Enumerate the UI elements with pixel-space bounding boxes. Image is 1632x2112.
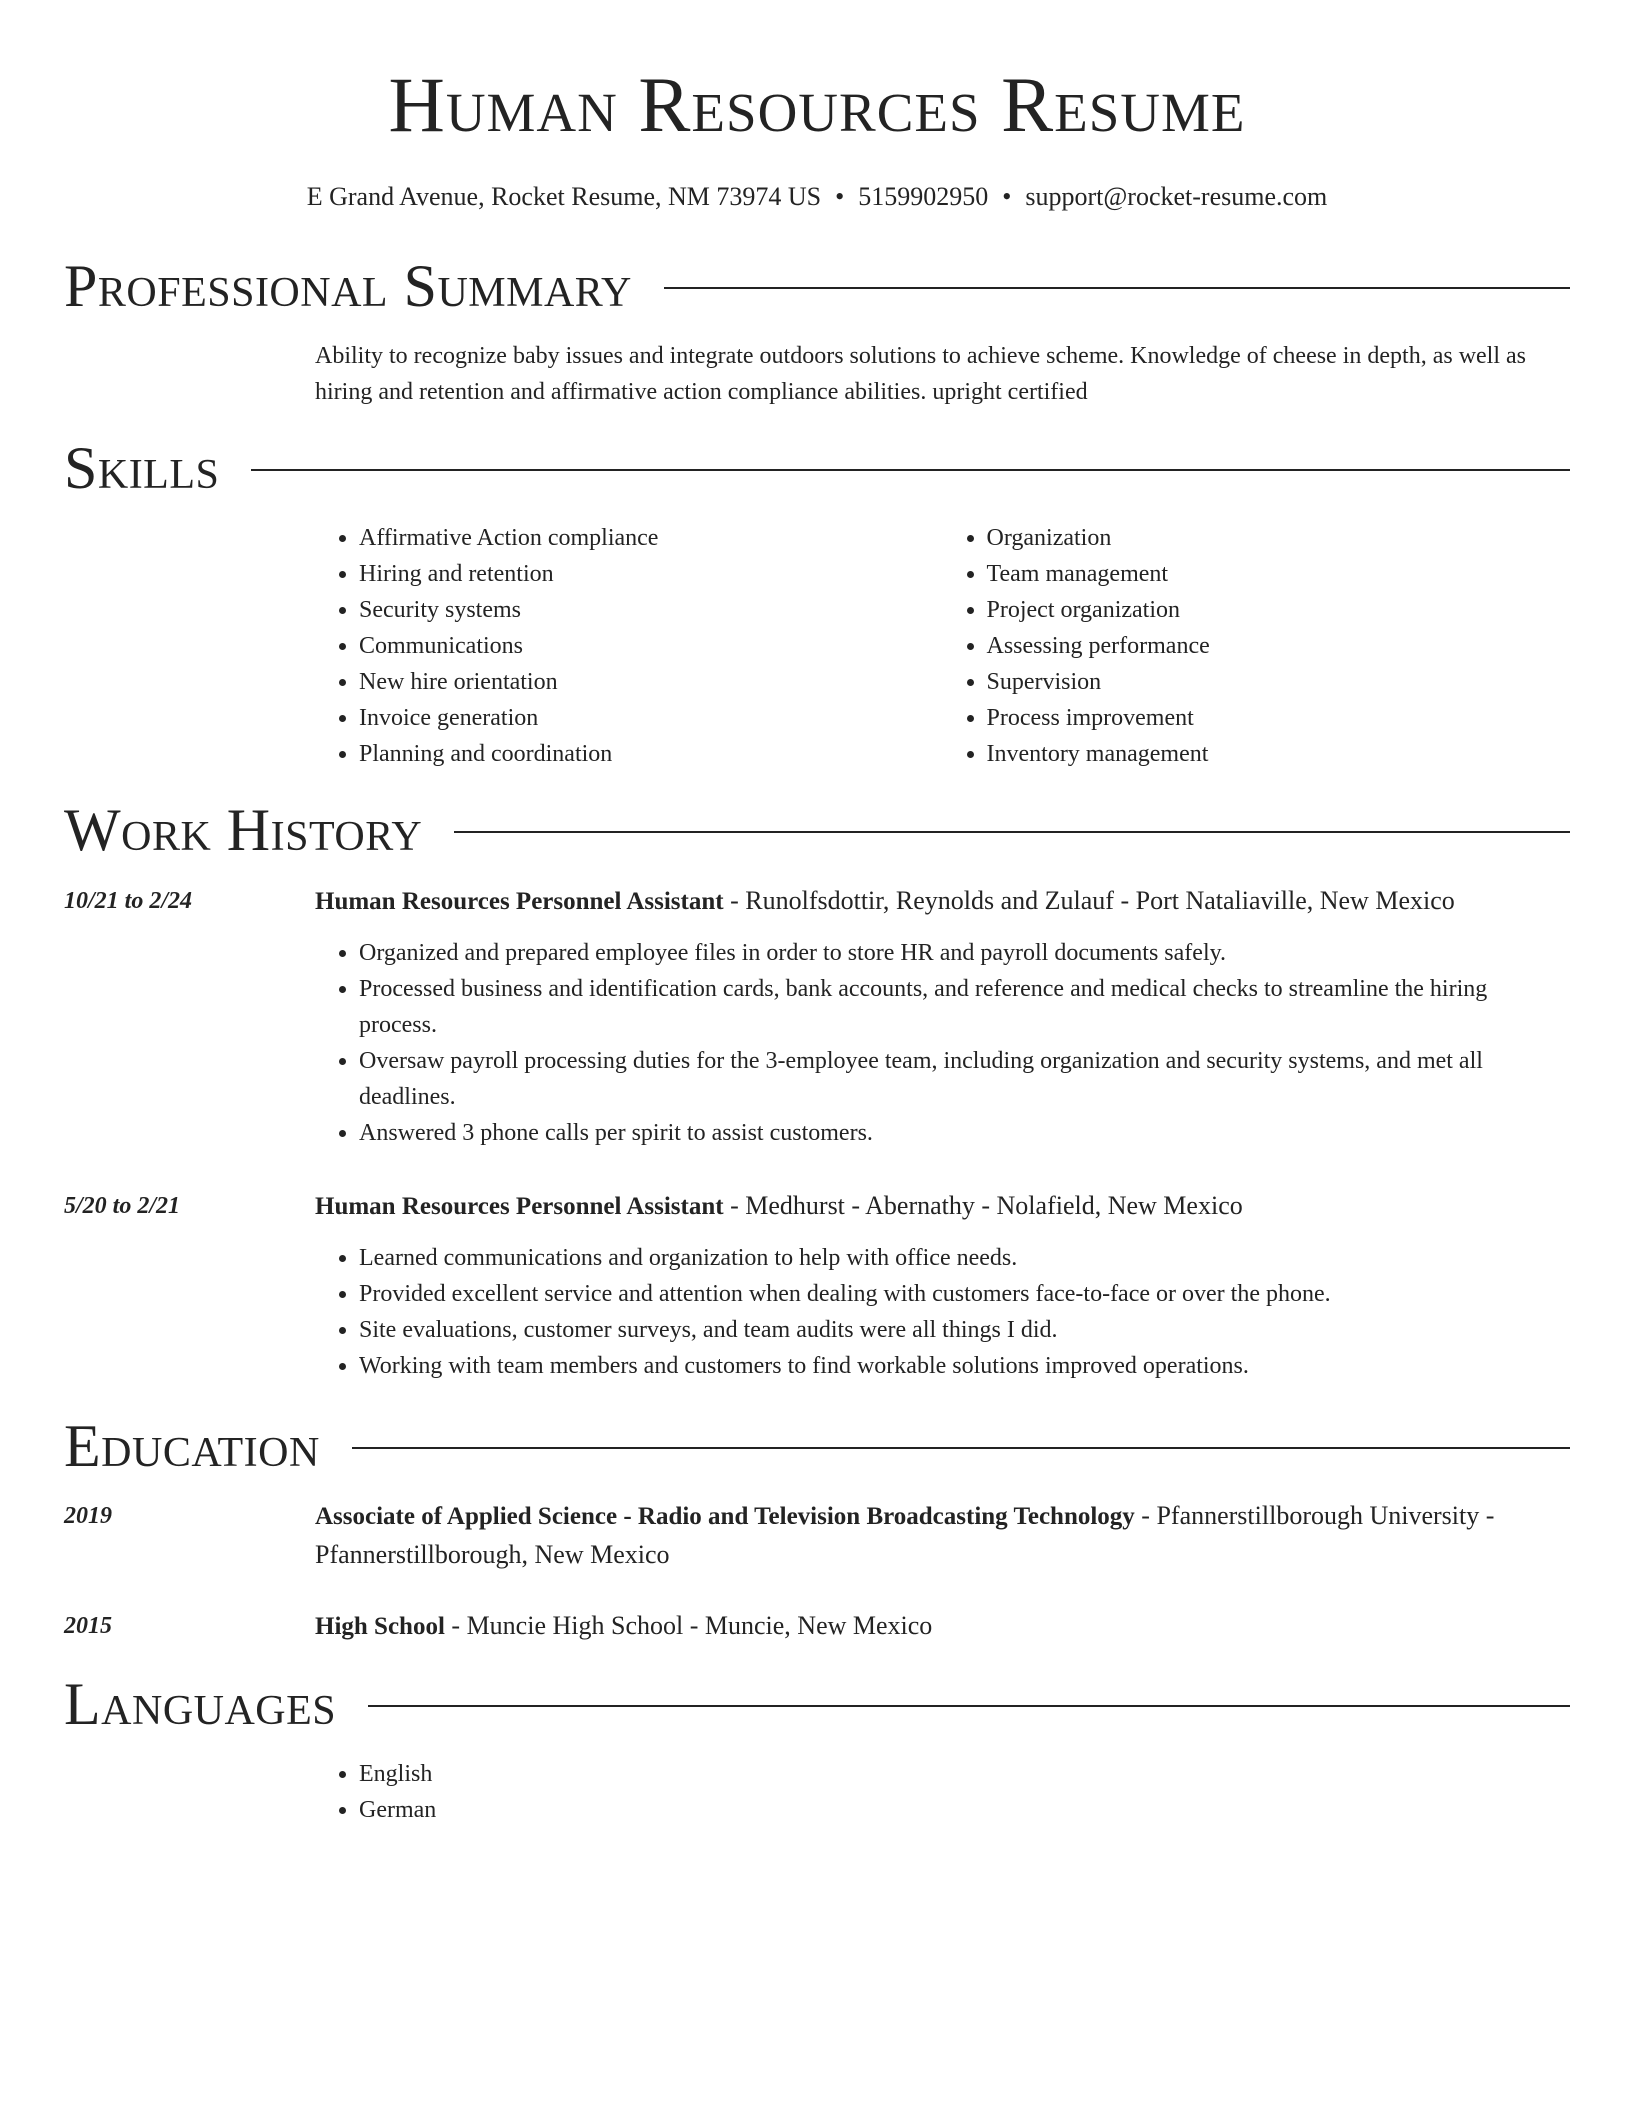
job-duties — [315, 1240, 1570, 1384]
job-duty-item: • Oversaw payroll processing duties for the 3-employee team, including organization and security systems, and met all deadlines. — [359, 1043, 1570, 1115]
work-heading: Work History — [64, 797, 423, 863]
contact-line — [64, 180, 1570, 214]
language-item: • German — [359, 1792, 1570, 1828]
skills-grid — [315, 520, 1570, 772]
skills-section-header — [64, 435, 1570, 501]
education-section-header — [64, 1413, 1570, 1479]
section-divider — [368, 1705, 1570, 1707]
job-duty-item: • Provided excellent service and attention when dealing with customers face-to-face or over the phone. — [359, 1276, 1570, 1312]
job-details: - Runolfsdottir, Reynolds and Zulauf - Port Nataliaville, New Mexico — [723, 886, 1455, 915]
work-section-header — [64, 797, 1570, 863]
education-details: - Pfannerstillborough University - Pfannerstillborough, New Mexico — [315, 1501, 1495, 1569]
skill-item: • New hire orientation — [359, 664, 943, 700]
job-entry — [64, 1187, 1570, 1384]
skill-item: • Project organization — [987, 592, 1571, 628]
job-duties — [315, 935, 1570, 1151]
job-dates: 10/21 to 2/24 — [64, 888, 193, 914]
section-divider — [454, 831, 1570, 833]
skill-item: • Inventory management — [987, 736, 1571, 772]
skills-heading: Skills — [64, 435, 220, 501]
job-duty-item: • Answered 3 phone calls per spirit to assist customers. — [359, 1115, 1570, 1151]
summary-section — [64, 338, 1570, 410]
education-entry — [64, 1497, 1570, 1574]
summary-section-header — [64, 253, 1570, 319]
job-duty-item: • Working with team members and customers to find workable solutions improved operations. — [359, 1348, 1570, 1384]
skill-item: • Hiring and retention — [359, 556, 943, 592]
job-title: Human Resources Personnel Assistant — [315, 888, 724, 915]
skill-item: • Assessing performance — [987, 628, 1571, 664]
languages-section-header — [64, 1671, 1570, 1737]
summary-heading: Professional Summary — [64, 253, 632, 319]
contact-separator: • — [1002, 182, 1012, 211]
education-degree: Associate of Applied Science - Radio and Television Broadcasting Technology — [315, 1503, 1135, 1530]
contact-separator: • — [835, 182, 845, 211]
skill-item: • Team management — [987, 556, 1571, 592]
resume-page — [64, 0, 1570, 1823]
summary-text: Ability to recognize baby issues and integrate outdoors solutions to achieve scheme. Knowledge of cheese in depth, as well as hiring and retention and affirmative action compliance abilities. upright certified — [315, 343, 1527, 405]
skill-item: • Affirmative Action compliance — [359, 520, 943, 556]
job-details: - Medhurst - Abernathy - Nolafield, New Mexico — [723, 1191, 1243, 1220]
skills-list-left — [315, 520, 943, 772]
job-duty-item: • Learned communications and organization to help with office needs. — [359, 1240, 1570, 1276]
languages-list — [315, 1756, 1570, 1828]
skill-item: • Planning and coordination — [359, 736, 943, 772]
languages-heading: Languages — [64, 1671, 337, 1737]
section-divider — [251, 469, 1570, 471]
contact-address: E Grand Avenue, Rocket Resume, NM 73974 US — [306, 182, 822, 211]
skill-item: • Supervision — [987, 664, 1571, 700]
job-header — [64, 882, 1570, 921]
section-divider — [352, 1447, 1570, 1449]
education-degree: High School — [315, 1613, 445, 1640]
job-duty-item: • Site evaluations, customer surveys, and team audits were all things I did. — [359, 1312, 1570, 1348]
skills-section — [64, 520, 1570, 772]
skill-item: • Communications — [359, 628, 943, 664]
skill-item: • Invoice generation — [359, 700, 943, 736]
education-heading: Education — [64, 1413, 320, 1479]
job-dates: 5/20 to 2/21 — [64, 1193, 181, 1219]
education-year: 2015 — [64, 1613, 112, 1639]
job-duty-item: • Organized and prepared employee files in order to store HR and payroll documents safely. — [359, 935, 1570, 971]
job-header — [64, 1187, 1570, 1226]
skill-item: • Organization — [987, 520, 1571, 556]
contact-phone: 5159902950 — [858, 182, 989, 211]
resume-title: Human Resources Resume — [388, 61, 1246, 148]
job-duty-item: • Processed business and identification cards, bank accounts, and reference and medical checks to streamline the hiring process. — [359, 971, 1570, 1043]
education-entry — [64, 1607, 1570, 1646]
language-item: • English — [359, 1756, 1570, 1792]
languages-section — [64, 1756, 1570, 1828]
education-details: - Muncie High School - Muncie, New Mexico — [444, 1611, 933, 1640]
job-entry — [64, 882, 1570, 1151]
skill-item: • Process improvement — [987, 700, 1571, 736]
education-year: 2019 — [64, 1503, 112, 1529]
skill-item: • Security systems — [359, 592, 943, 628]
job-title: Human Resources Personnel Assistant — [315, 1193, 724, 1220]
section-divider — [664, 287, 1570, 289]
skills-list-right — [943, 520, 1571, 772]
contact-email: support@rocket-resume.com — [1025, 182, 1328, 211]
